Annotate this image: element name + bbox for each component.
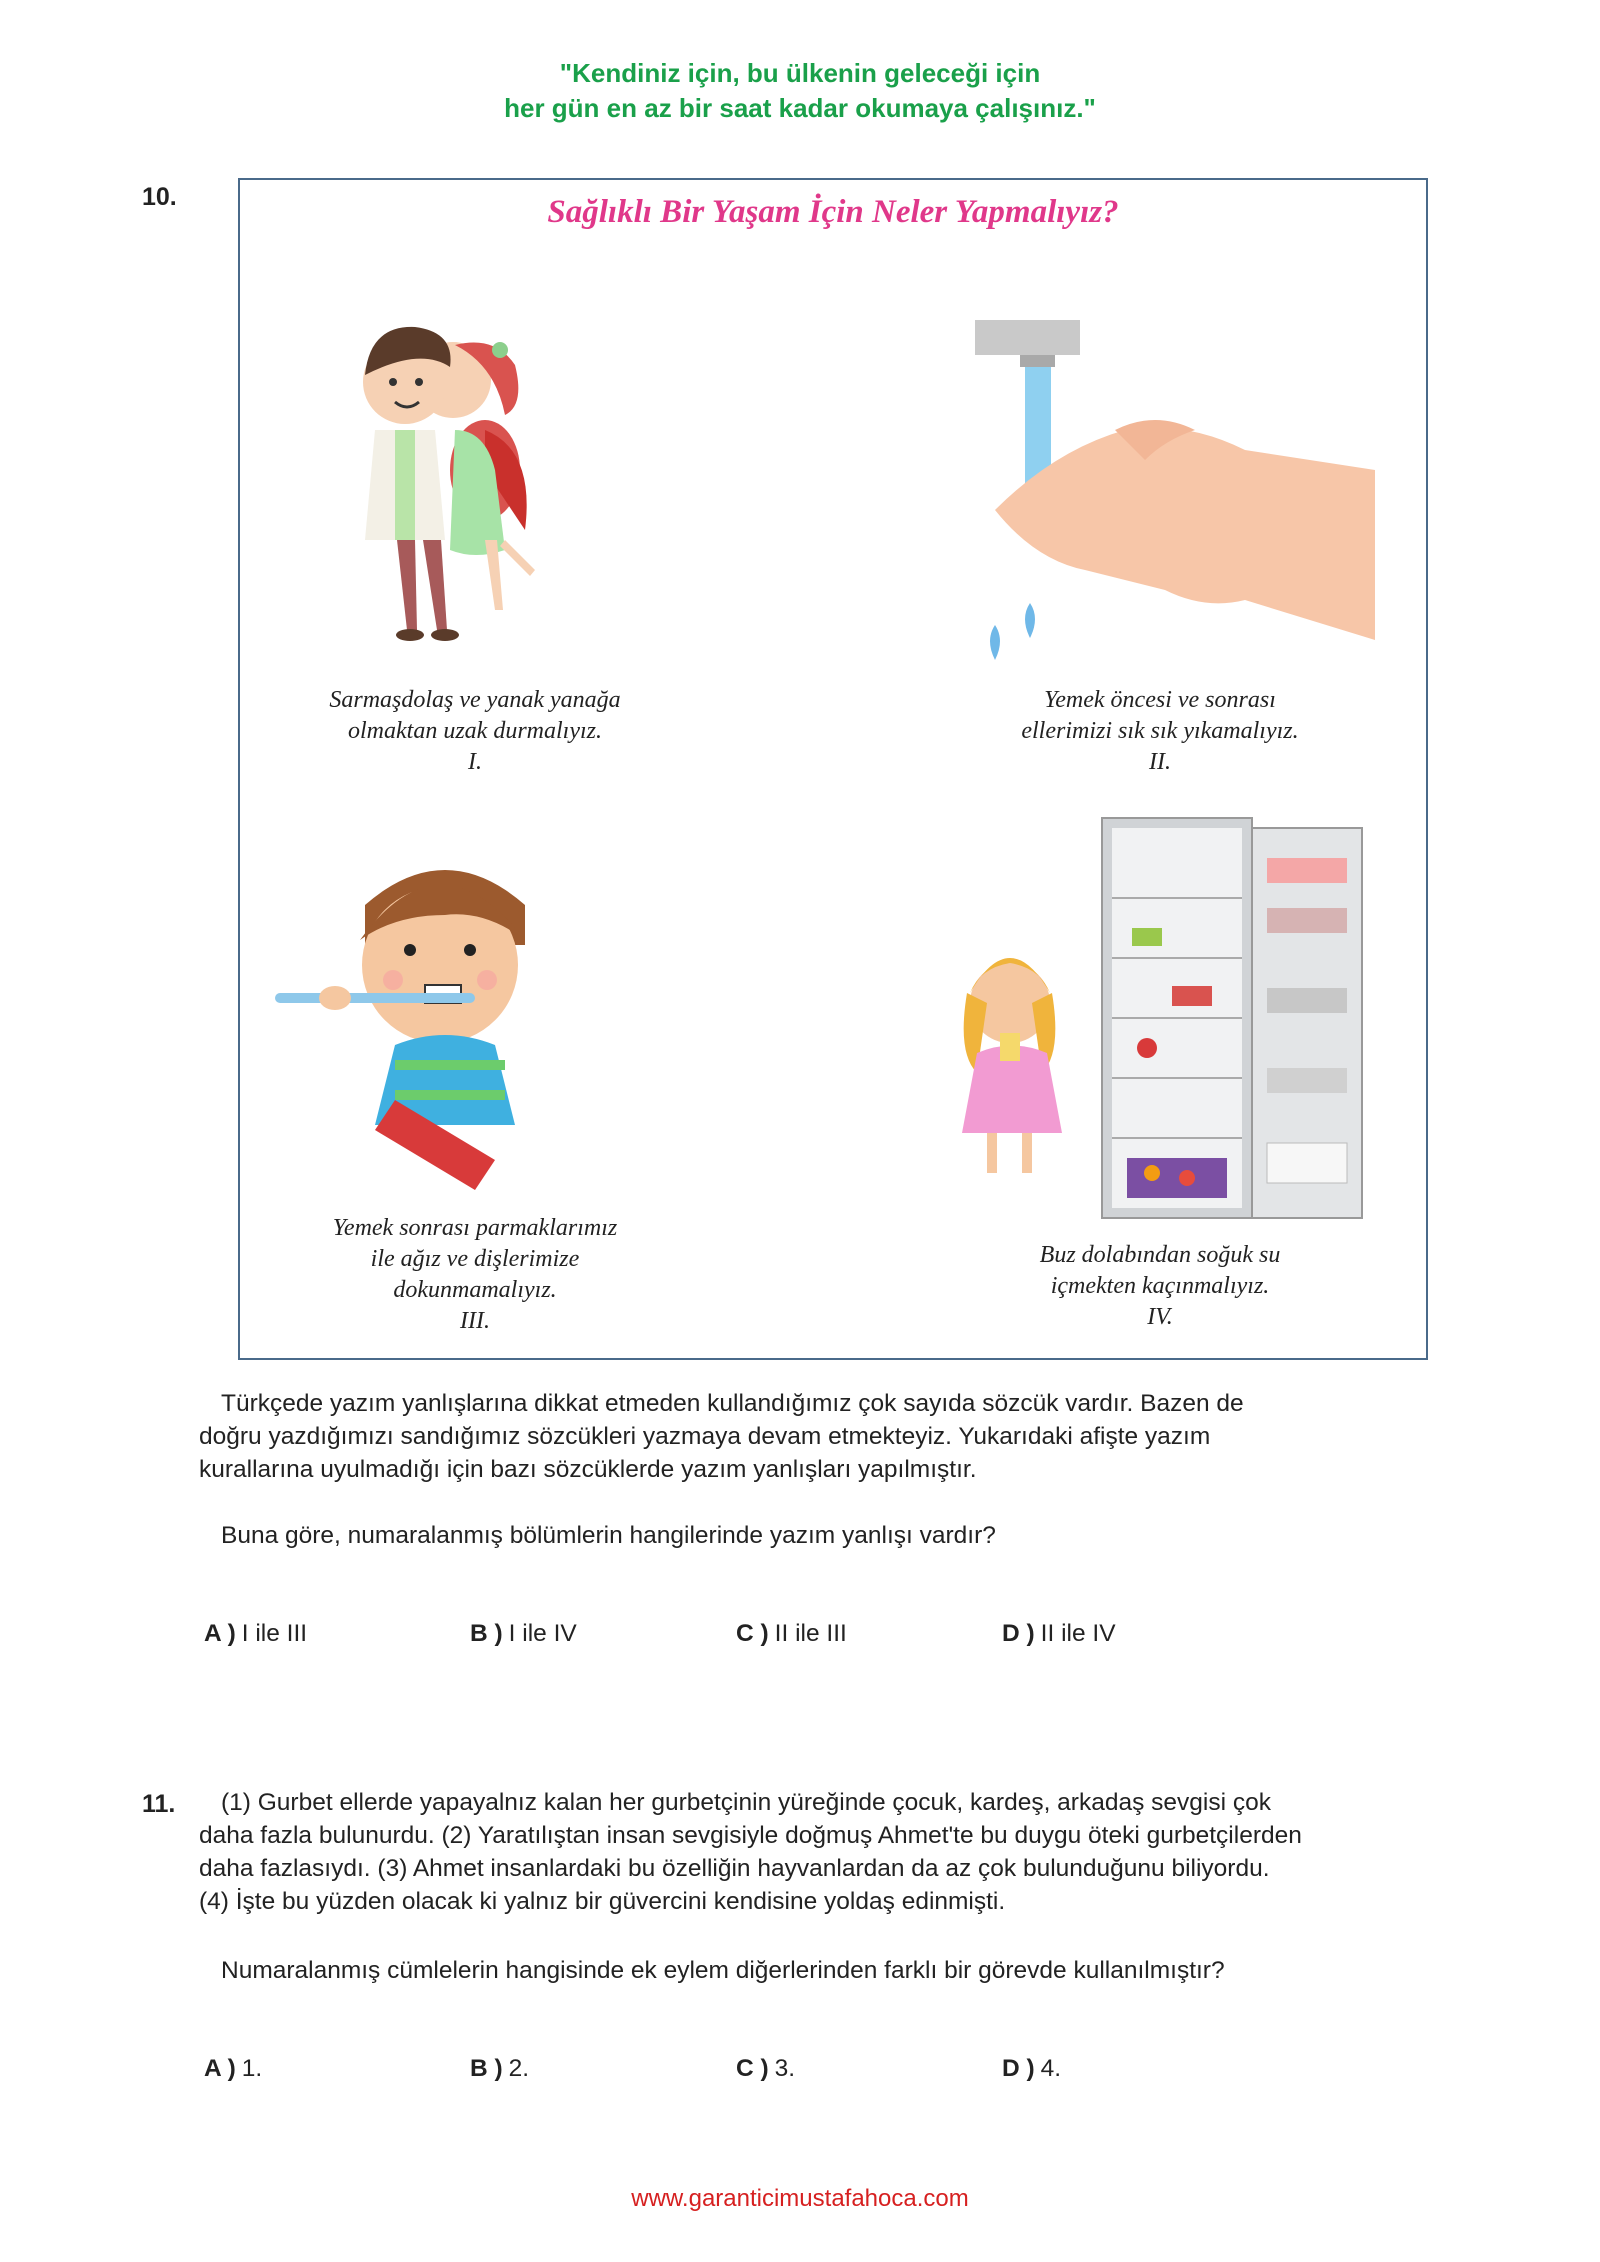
caption-iv-line-2: içmekten kaçınmalıyız. — [1050, 1273, 1270, 1299]
caption-i-numeral: I. — [468, 749, 482, 775]
poster-title: Sağlıklı Bir Yaşam İçin Neler Yapmalıyız? — [547, 194, 1119, 230]
option-letter: D ) — [1002, 2055, 1035, 2082]
option-letter: C ) — [736, 2055, 769, 2082]
caption-ii-line-2: ellerimizi sık sık yıkamalıyız. — [1021, 718, 1299, 744]
option-text: II ile III — [774, 1620, 847, 1647]
q10-option-b[interactable] — [470, 1620, 577, 1648]
caption-ii-numeral: II. — [1149, 749, 1171, 775]
fridge-girl-illustration — [952, 818, 1372, 1238]
caption-i — [270, 685, 680, 778]
option-letter: A ) — [204, 1620, 236, 1647]
question-10-number: 10. — [142, 183, 177, 211]
question-10-prompt: Buna göre, numaralanmış bölümlerin hangilerinde yazım yanlışı vardır? — [221, 1522, 996, 1549]
q11-option-c[interactable] — [736, 2055, 795, 2083]
option-letter: A ) — [204, 2055, 236, 2082]
hand-washing-illustration — [975, 320, 1375, 660]
q11-paragraph-line-4: (4) İşte bu yüzden olacak ki yalnız bir güvercini kendisine yoldaş edinmişti. — [199, 1888, 1006, 1915]
caption-iii-line-1: Yemek sonrası parmaklarımız — [332, 1215, 618, 1241]
q10-option-a[interactable] — [204, 1620, 307, 1648]
option-text: I ile III — [241, 1620, 308, 1647]
motto-line-1: "Kendiniz için, bu ülkenin geleceği için — [559, 58, 1041, 88]
option-letter: B ) — [470, 1620, 503, 1647]
caption-iv-numeral: IV. — [1147, 1304, 1173, 1330]
q10-option-d[interactable] — [1002, 1620, 1116, 1648]
caption-iii-numeral: III. — [460, 1308, 490, 1334]
q10-paragraph-line-1: Türkçede yazım yanlışlarına dikkat etmeden kullandığımız çok sayıda sözcük vardır. Bazen de — [221, 1390, 1244, 1417]
option-letter: D ) — [1002, 1620, 1035, 1647]
hugging-kids-illustration — [335, 310, 615, 650]
q11-option-a[interactable] — [204, 2055, 262, 2083]
option-text: I ile IV — [508, 1620, 577, 1647]
option-letter: B ) — [470, 2055, 503, 2082]
caption-iv-line-1: Buz dolabından soğuk su — [1039, 1242, 1281, 1268]
caption-ii — [950, 685, 1370, 778]
caption-iii — [270, 1213, 680, 1337]
caption-iv — [950, 1240, 1370, 1333]
q11-option-b[interactable] — [470, 2055, 529, 2083]
option-text: 1. — [241, 2055, 263, 2082]
q10-paragraph-line-3: kurallarına uyulmadığı için bazı sözcüklerde yazım yanlışları yapılmıştır. — [199, 1456, 977, 1483]
q11-paragraph-line-2: daha fazla bulunurdu. (2) Yaratılıştan insan sevgisiyle doğmuş Ahmet'te bu duygu öteki gurbetçilerden — [199, 1822, 1302, 1849]
q10-option-c[interactable] — [736, 1620, 847, 1648]
option-text: 3. — [774, 2055, 796, 2082]
health-poster — [238, 178, 1428, 1360]
q11-paragraph-line-1: (1) Gurbet ellerde yapayalnız kalan her gurbetçinin yüreğinde çocuk, kardeş, arkadaş sevgisi çok — [221, 1789, 1271, 1816]
motto-line-2: her gün en az bir saat kadar okumaya çalışınız." — [504, 93, 1096, 123]
caption-iii-line-2: ile ağız ve dişlerimize — [370, 1246, 580, 1272]
option-text: II ile IV — [1040, 1620, 1116, 1647]
question-11-paragraph — [199, 1786, 1459, 1918]
option-text: 4. — [1040, 2055, 1062, 2082]
footer-url[interactable]: www.garanticimustafahoca.com — [631, 2185, 969, 2212]
motto-quote — [0, 56, 1600, 126]
q10-paragraph-line-2: doğru yazdığımızı sandığımız sözcükleri yazmaya devam etmekteyiz. Yukarıdaki afişte yazım — [199, 1423, 1211, 1450]
caption-iii-line-3: dokunmamalıyız. — [393, 1277, 557, 1303]
option-text: 2. — [508, 2055, 530, 2082]
caption-i-line-1: Sarmaşdolaş ve yanak yanağa — [329, 687, 621, 713]
caption-i-line-2: olmaktan uzak durmalıyız. — [348, 718, 602, 744]
question-11-prompt: Numaralanmış cümlelerin hangisinde ek eylem diğerlerinden farklı bir görevde kullanılmıştır? — [221, 1957, 1225, 1984]
tooth-brushing-illustration — [275, 845, 605, 1225]
q11-option-d[interactable] — [1002, 2055, 1061, 2083]
caption-ii-line-1: Yemek öncesi ve sonrası — [1044, 687, 1276, 713]
question-11-number: 11. — [142, 1790, 176, 1818]
question-10-paragraph — [199, 1387, 1459, 1486]
option-letter: C ) — [736, 1620, 769, 1647]
q11-paragraph-line-3: daha fazlasıydı. (3) Ahmet insanlardaki bu özelliğin hayvanlardan da az çok bulunduğunu biliyordu. — [199, 1855, 1270, 1882]
